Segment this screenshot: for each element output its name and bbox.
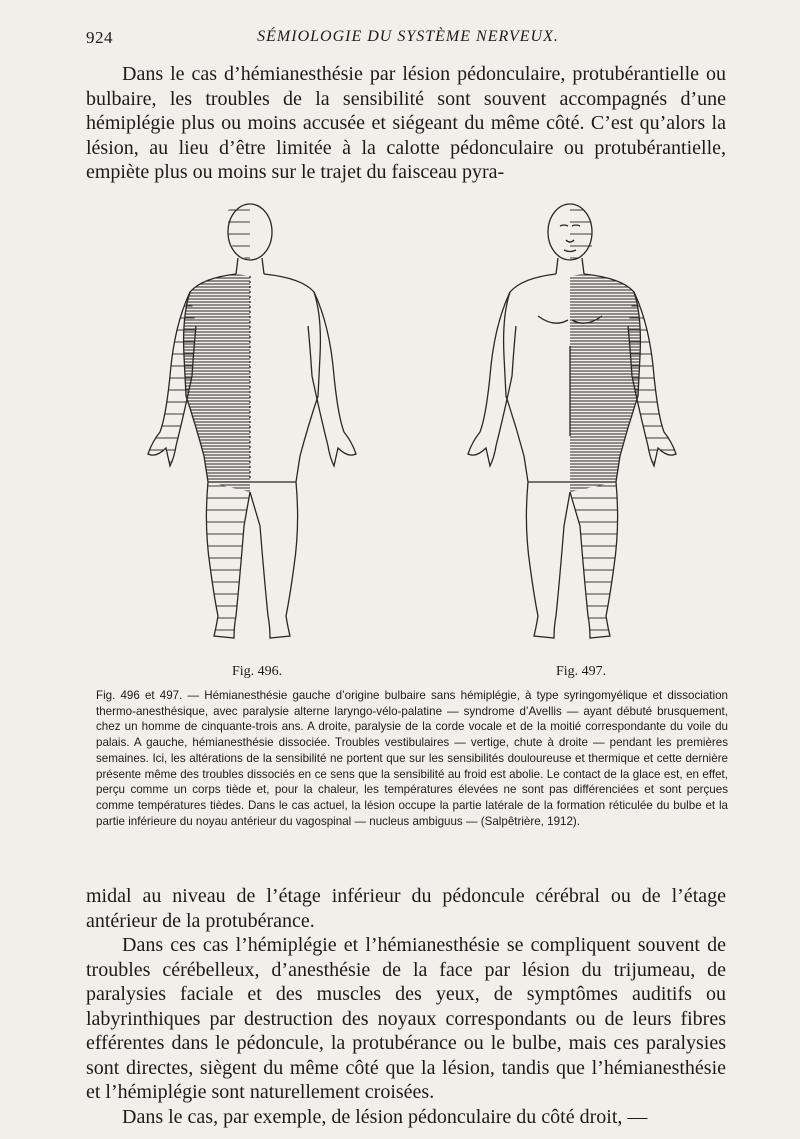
top-paragraph: Dans le cas d’hémianesthésie par lésion pédonculaire, protubérantielle ou bulbaire, les troubles de la sensibilité sont souvent accompagnés d’une hémiplégie plus ou moins accusée et siégeant du même côté. C’est qu’alors la lésion, au lieu d’être limitée à la calotte pédonculaire ou protubérantielle, empiète plus ou moins sur le trajet du faisceau pyra- bbox=[86, 63, 726, 183]
paragraph-example: Dans le cas, par exemple, de lésion pédonculaire du côté droit, — bbox=[122, 1105, 648, 1128]
paragraph-complications: Dans ces cas l’hémiplégie et l’hémianesthésie se compliquent souvent de troubles cérébelleux, d’anesthésie de la face par lésion du trijumeau, de paralysies faciale et des muscles des yeux, de symptômes auditifs ou labyrinthiques par destruction des noyaux correspondants ou de leurs fibres efférentes dans le pédoncule, la protubérance ou le bulbe, mais ces paralysies sont directes, siègent du même côté que la lésion, tandis que l’hémianesthésie et l’hémiplégie sont naturellement croisées. bbox=[86, 934, 726, 1103]
page-header bbox=[86, 28, 730, 52]
figure-caption bbox=[96, 688, 728, 829]
page-number: 924 bbox=[86, 28, 113, 47]
caption-text: Fig. 496 et 497. — Hémianesthésie gauche d’origine bulbaire sans hémiplégie, à type syringomyélique et dissociation thermo-anesthésique, avec paralysie alterne laryngo-vélo-palatine — syndrome d’Avellis — ayant débuté brusquement, chez un homme de cinquante-trois ans. A droite, paralysie de la corde vocale et de la moitié correspondante du voile du palais. A gauche, hémianesthésie dissociée. Troubles vestibulaires — vertige, chute à droite — pendant les premières semaines. Ici, les altérations de la sensibilité ne portent que sur les sensibilités douloureuse et thermique et cette dernière présente même des troubles dissociés en ce sens que la sensibilité au froid est abolie. Le contact de la glace est, en effet, perçu comme un corps tiède et, pour la chaleur, les températures élevées ne sont pas différenciées et sont perçues comme températures tièdes. Dans le cas actuel, la lésion occupe la partie latérale de la formation réticulée du bulbe et la partie inférieure du noyau antérieur du vagospinal — nucleus ambiguus — (Salpêtrière, 1912). bbox=[96, 689, 728, 828]
top-paragraph-block bbox=[86, 62, 726, 185]
figure-front-view bbox=[450, 196, 690, 656]
figure-label-497: Fig. 497. bbox=[556, 664, 607, 679]
figure-back-view bbox=[130, 196, 370, 656]
running-title: SÉMIOLOGIE DU SYSTÈME NERVEUX. bbox=[257, 28, 559, 45]
anesthesia-hatching-left bbox=[148, 205, 250, 638]
anesthesia-hatching-right bbox=[570, 206, 676, 638]
continued-paragraph: midal au niveau de l’étage inférieur du pédoncule cérébral ou de l’étage antérieur de la protubérance. bbox=[86, 885, 726, 932]
bottom-paragraph-block bbox=[86, 884, 726, 1129]
figure-pair bbox=[120, 196, 700, 656]
figure-label-496: Fig. 496. bbox=[232, 664, 283, 679]
